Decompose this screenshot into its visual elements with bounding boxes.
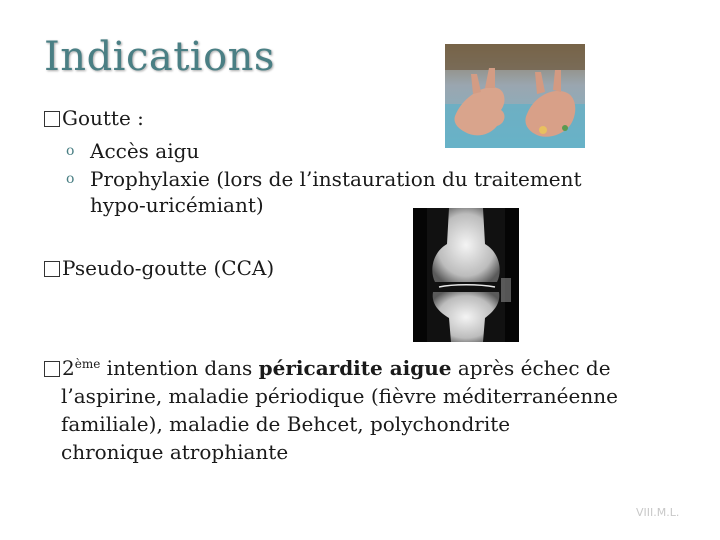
sub-bullet-marker: o [66, 171, 75, 187]
missing-glyph-icon [44, 111, 60, 127]
subitem-text-line2: hypo-uricémiant) [90, 193, 264, 217]
knee-xray-graphic [413, 208, 519, 342]
subitem-text: Accès aigu [90, 139, 200, 163]
hands-photo [445, 44, 585, 148]
bullet-goutte-label: Goutte : [62, 106, 144, 130]
sub-bullet-marker: o [66, 143, 75, 159]
paragraph-line-3: familiale), maladie de Behcet, polychondrite [61, 412, 511, 436]
paragraph-bold-term: péricardite aigue [258, 356, 452, 380]
paragraph-line-2: l’aspirine, maladie périodique (fièvre méditerranéenne [61, 384, 618, 408]
slide-title: Indications [44, 34, 275, 80]
paragraph-text-b: après échec de [451, 356, 611, 380]
knee-xray [413, 208, 519, 342]
ordinal-suffix: ème [74, 357, 101, 371]
footer-watermark: VIII.M.L. [636, 506, 680, 519]
bullet-pseudo-goutte-label: Pseudo-goutte (CCA) [62, 256, 275, 280]
bullet-goutte [44, 106, 144, 130]
subitem-prophylaxie [66, 166, 686, 218]
subitem-acces-aigu [66, 138, 199, 164]
paragraph-second-intention [44, 354, 694, 466]
subitem-text-line1: Prophylaxie (lors de l’instauration du traitement [90, 167, 582, 191]
missing-glyph-icon [44, 361, 60, 377]
paragraph-text-a: intention dans [100, 356, 259, 380]
paragraph-line-4: chronique atrophiante [61, 440, 289, 464]
hands-photo-graphic [445, 44, 585, 148]
ordinal-number: 2 [62, 356, 75, 380]
missing-glyph-icon [44, 261, 60, 277]
bullet-pseudo-goutte [44, 256, 274, 280]
paragraph-line-1 [44, 354, 694, 382]
